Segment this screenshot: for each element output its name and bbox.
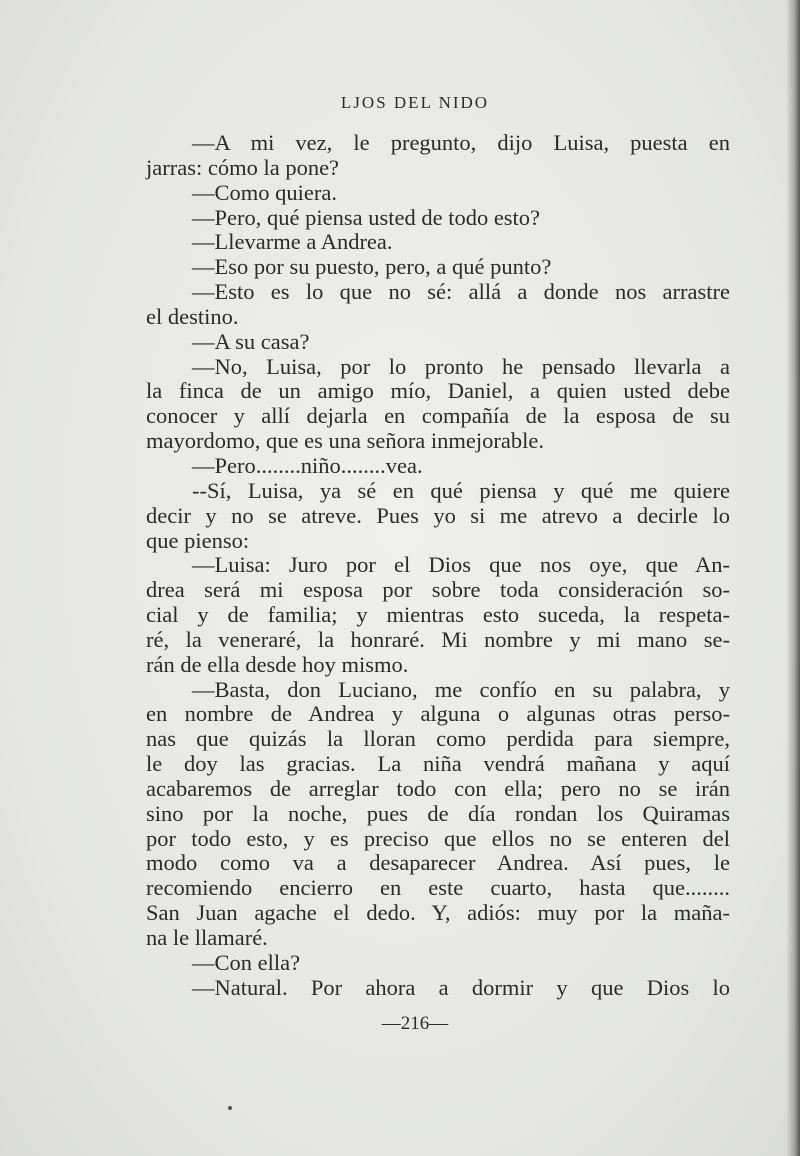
text-line: —Natural. Por ahora a dormir y que Dios lo: [192, 974, 730, 1000]
text-line: la finca de un amigo mío, Daniel, a quien usted debe: [146, 378, 730, 404]
text-line: jarras: cómo la pone?: [146, 154, 340, 180]
text-line: na le llamaré.: [146, 925, 268, 950]
text-line: modo como va a desaparecer Andrea. Así pues, le: [146, 850, 730, 876]
text-line: cial y de familia; y mientras esto suceda, la respeta-: [146, 602, 730, 628]
text-line: —Esto es lo que no sé: allá a donde nos arrastre: [192, 279, 730, 305]
text-line: el destino.: [146, 303, 239, 329]
text-line: por todo esto, y es preciso que ellos no se enteren del: [146, 825, 730, 851]
text-line: —Luisa: Juro por el Dios que nos oye, que An-: [192, 552, 730, 578]
text-line: —Con ella?: [192, 949, 301, 975]
text-line: nas que quizás la lloran como perdida para siempre,: [146, 726, 730, 752]
text-line: —Eso por su puesto, pero, a qué punto?: [192, 254, 552, 280]
page-number: —216—: [381, 1013, 449, 1034]
text-line: --Sí, Luisa, ya sé en qué piensa y qué me quiere: [192, 477, 730, 503]
text-line: —No, Luisa, por lo pronto he pensado llevarla a: [192, 353, 730, 379]
text-line: drea será mi esposa por sobre toda consideración so-: [146, 577, 730, 603]
text-line: ré, la veneraré, la honraré. Mi nombre y mi mano se-: [146, 626, 730, 652]
text-line: mayordomo, que es una señora inmejorable.: [146, 428, 545, 454]
page-edge-shadow: [786, 0, 800, 1156]
text-line: le doy las gracias. La niña vendrá mañana y aquí: [146, 751, 730, 777]
running-head: LJOS DEL NIDO: [340, 93, 490, 112]
text-line: —Basta, don Luciano, me confío en su palabra, y: [192, 676, 730, 702]
text-line: en nombre de Andrea y alguna o algunas otras perso-: [146, 701, 730, 727]
text-line: —A mi vez, le pregunto, dijo Luisa, puesta en: [192, 130, 730, 155]
text-line: —Pero, qué piensa usted de todo esto?: [192, 204, 541, 230]
text-line: —A su casa?: [192, 328, 310, 354]
text-line: que pienso:: [146, 527, 250, 553]
text-line: —Como quiera.: [192, 179, 337, 205]
text-line: —Llevarme a Andrea.: [192, 229, 393, 255]
text-line: rán de ella desde hoy mismo.: [146, 651, 409, 677]
text-line: decir y no se atreve. Pues yo si me atrevo a decirle lo: [146, 502, 730, 528]
ink-speck: [228, 1106, 232, 1110]
text-line: conocer y allí dejarla en compañía de la esposa de su: [146, 403, 730, 429]
text-line: —Pero........niño........vea.: [192, 452, 423, 478]
text-line: acabaremos de arreglar todo con ella; pero no se irán: [146, 775, 730, 801]
text-line: sino por la noche, pues de día rondan los Quiramas: [146, 800, 730, 826]
body-text: [146, 131, 730, 1001]
text-line: recomiendo encierro en este cuarto, hasta que........: [146, 875, 730, 901]
text-line: San Juan agache el dedo. Y, adiós: muy por la maña-: [146, 900, 730, 926]
